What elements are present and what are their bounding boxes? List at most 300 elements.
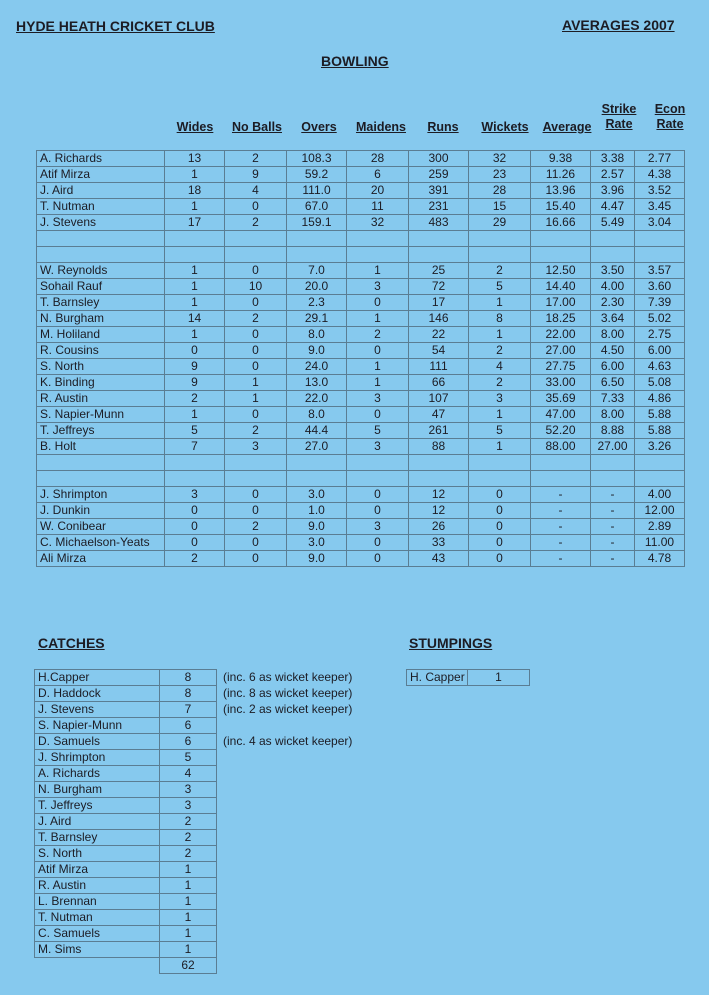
catches-row xyxy=(35,878,217,894)
catch-count: 5 xyxy=(160,750,217,766)
maidens: 3 xyxy=(347,439,409,455)
no-balls: 0 xyxy=(225,503,287,519)
catch-count: 6 xyxy=(160,718,217,734)
strike-rate: - xyxy=(591,535,635,551)
econ-rate: 2.77 xyxy=(635,151,685,167)
runs: 107 xyxy=(409,391,469,407)
wickets: 0 xyxy=(469,535,531,551)
empty-cell xyxy=(287,231,347,247)
average: 22.00 xyxy=(531,327,591,343)
empty-cell xyxy=(225,247,287,263)
no-balls: 0 xyxy=(225,199,287,215)
bowler-name: W. Conibear xyxy=(37,519,165,535)
empty-cell xyxy=(347,247,409,263)
empty-cell xyxy=(469,471,531,487)
runs: 111 xyxy=(409,359,469,375)
col-header-no-balls: No Balls xyxy=(231,120,282,134)
wickets: 4 xyxy=(469,359,531,375)
bowling-row xyxy=(37,439,685,455)
wickets: 2 xyxy=(469,263,531,279)
wides: 14 xyxy=(165,311,225,327)
empty-cell xyxy=(287,455,347,471)
bowler-name: C. Michaelson-Yeats xyxy=(37,535,165,551)
no-balls: 3 xyxy=(225,439,287,455)
empty-cell xyxy=(635,455,685,471)
bowler-name: J. Dunkin xyxy=(37,503,165,519)
no-balls: 2 xyxy=(225,151,287,167)
average: 16.66 xyxy=(531,215,591,231)
catches-total: 62 xyxy=(160,958,217,974)
bowling-row xyxy=(37,279,685,295)
fielder-name: J. Aird xyxy=(35,814,160,830)
overs: 1.0 xyxy=(287,503,347,519)
bowler-name: J. Aird xyxy=(37,183,165,199)
catches-row xyxy=(35,670,217,686)
average: - xyxy=(531,535,591,551)
no-balls: 0 xyxy=(225,327,287,343)
wickets: 2 xyxy=(469,375,531,391)
runs: 259 xyxy=(409,167,469,183)
overs: 22.0 xyxy=(287,391,347,407)
average: 9.38 xyxy=(531,151,591,167)
maidens: 11 xyxy=(347,199,409,215)
catch-count: 1 xyxy=(160,862,217,878)
col-header-econ-line1: Econ xyxy=(654,102,686,116)
fielder-name: T. Jeffreys xyxy=(35,798,160,814)
wickets: 29 xyxy=(469,215,531,231)
empty-cell xyxy=(165,471,225,487)
stumpings-table xyxy=(406,669,530,686)
bowler-name: Ali Mirza xyxy=(37,551,165,567)
wides: 1 xyxy=(165,407,225,423)
average: 15.40 xyxy=(531,199,591,215)
econ-rate: 3.57 xyxy=(635,263,685,279)
strike-rate: 3.96 xyxy=(591,183,635,199)
catches-row xyxy=(35,894,217,910)
fielder-name: S. North xyxy=(35,846,160,862)
fielder-name: H.Capper xyxy=(35,670,160,686)
bowling-row xyxy=(37,151,685,167)
bowling-row xyxy=(37,375,685,391)
bowling-row xyxy=(37,343,685,359)
average: 27.00 xyxy=(531,343,591,359)
bowler-name: S. Napier-Munn xyxy=(37,407,165,423)
empty-cell xyxy=(165,455,225,471)
overs: 108.3 xyxy=(287,151,347,167)
maidens: 28 xyxy=(347,151,409,167)
runs: 17 xyxy=(409,295,469,311)
wides: 17 xyxy=(165,215,225,231)
runs: 66 xyxy=(409,375,469,391)
catch-count: 1 xyxy=(160,910,217,926)
fielder-name: J. Stevens xyxy=(35,702,160,718)
no-balls: 0 xyxy=(225,343,287,359)
empty-cell xyxy=(37,231,165,247)
fielder-name: M. Sims xyxy=(35,942,160,958)
season-title: AVERAGES 2007 xyxy=(562,17,675,33)
catch-count: 3 xyxy=(160,798,217,814)
empty-cell xyxy=(225,231,287,247)
econ-rate: 2.75 xyxy=(635,327,685,343)
fielder-name: T. Nutman xyxy=(35,910,160,926)
strike-rate: 2.57 xyxy=(591,167,635,183)
econ-rate: 4.00 xyxy=(635,487,685,503)
wickets: 1 xyxy=(469,327,531,343)
empty-cell xyxy=(347,231,409,247)
strike-rate: - xyxy=(591,487,635,503)
no-balls: 0 xyxy=(225,359,287,375)
maidens: 3 xyxy=(347,391,409,407)
overs: 13.0 xyxy=(287,375,347,391)
empty-cell xyxy=(469,455,531,471)
econ-rate: 3.52 xyxy=(635,183,685,199)
runs: 26 xyxy=(409,519,469,535)
strike-rate: - xyxy=(591,519,635,535)
no-balls: 2 xyxy=(225,423,287,439)
fielder-name: J. Shrimpton xyxy=(35,750,160,766)
wickets: 1 xyxy=(469,439,531,455)
no-balls: 0 xyxy=(225,263,287,279)
average: 88.00 xyxy=(531,439,591,455)
empty-cell xyxy=(409,247,469,263)
average: - xyxy=(531,551,591,567)
wides: 2 xyxy=(165,551,225,567)
average: 13.96 xyxy=(531,183,591,199)
overs: 27.0 xyxy=(287,439,347,455)
wickets: 8 xyxy=(469,311,531,327)
bowler-name: M. Holiland xyxy=(37,327,165,343)
overs: 7.0 xyxy=(287,263,347,279)
bowler-name: T. Nutman xyxy=(37,199,165,215)
wickets: 1 xyxy=(469,407,531,423)
wides: 0 xyxy=(165,503,225,519)
no-balls: 0 xyxy=(225,535,287,551)
overs: 8.0 xyxy=(287,327,347,343)
runs: 300 xyxy=(409,151,469,167)
runs: 43 xyxy=(409,551,469,567)
econ-rate: 4.86 xyxy=(635,391,685,407)
runs: 12 xyxy=(409,503,469,519)
bowling-table xyxy=(36,150,685,567)
empty-cell xyxy=(635,471,685,487)
strike-rate: 4.47 xyxy=(591,199,635,215)
bowler-name: N. Burgham xyxy=(37,311,165,327)
col-header-wickets: Wickets xyxy=(481,120,529,134)
overs: 59.2 xyxy=(287,167,347,183)
spacer-row xyxy=(37,231,685,247)
runs: 483 xyxy=(409,215,469,231)
catch-count: 4 xyxy=(160,766,217,782)
bowling-row xyxy=(37,199,685,215)
no-balls: 1 xyxy=(225,391,287,407)
wides: 5 xyxy=(165,423,225,439)
no-balls: 1 xyxy=(225,375,287,391)
econ-rate: 3.45 xyxy=(635,199,685,215)
wides: 1 xyxy=(165,199,225,215)
bowling-row xyxy=(37,295,685,311)
maidens: 0 xyxy=(347,503,409,519)
bowling-row xyxy=(37,327,685,343)
average: 18.25 xyxy=(531,311,591,327)
bowling-row xyxy=(37,487,685,503)
catches-row xyxy=(35,782,217,798)
bowler-name: R. Cousins xyxy=(37,343,165,359)
empty-cell xyxy=(409,455,469,471)
wickets: 23 xyxy=(469,167,531,183)
wides: 3 xyxy=(165,487,225,503)
bowling-title: BOWLING xyxy=(321,53,389,69)
overs: 3.0 xyxy=(287,535,347,551)
bowler-name: R. Austin xyxy=(37,391,165,407)
stumping-count: 1 xyxy=(468,670,530,686)
bowler-name: B. Holt xyxy=(37,439,165,455)
empty-cell xyxy=(591,455,635,471)
econ-rate: 3.26 xyxy=(635,439,685,455)
catches-row xyxy=(35,766,217,782)
wickets: 2 xyxy=(469,343,531,359)
overs: 159.1 xyxy=(287,215,347,231)
empty-cell xyxy=(531,231,591,247)
strike-rate: 3.38 xyxy=(591,151,635,167)
fielder-name: D. Haddock xyxy=(35,686,160,702)
catches-table xyxy=(34,669,217,974)
strike-rate: - xyxy=(591,551,635,567)
average: - xyxy=(531,519,591,535)
empty-cell xyxy=(165,231,225,247)
catch-count: 1 xyxy=(160,894,217,910)
maidens: 3 xyxy=(347,519,409,535)
empty-cell xyxy=(409,231,469,247)
no-balls: 0 xyxy=(225,487,287,503)
average: 12.50 xyxy=(531,263,591,279)
fielder-name: N. Burgham xyxy=(35,782,160,798)
runs: 88 xyxy=(409,439,469,455)
empty-cell xyxy=(531,247,591,263)
runs: 72 xyxy=(409,279,469,295)
col-header-strike-line1: Strike xyxy=(601,102,637,116)
catches-row xyxy=(35,814,217,830)
runs: 261 xyxy=(409,423,469,439)
spacer-row xyxy=(37,455,685,471)
fielder-name: C. Samuels xyxy=(35,926,160,942)
bowler-name: K. Binding xyxy=(37,375,165,391)
runs: 47 xyxy=(409,407,469,423)
average: 17.00 xyxy=(531,295,591,311)
maidens: 5 xyxy=(347,423,409,439)
maidens: 1 xyxy=(347,311,409,327)
bowling-row xyxy=(37,535,685,551)
wickets: 0 xyxy=(469,487,531,503)
wides: 9 xyxy=(165,375,225,391)
runs: 231 xyxy=(409,199,469,215)
bowling-row xyxy=(37,407,685,423)
average: 52.20 xyxy=(531,423,591,439)
wicket-keeper-note: (inc. 6 as wicket keeper) xyxy=(223,670,353,684)
bowler-name: J. Stevens xyxy=(37,215,165,231)
empty-cell xyxy=(347,455,409,471)
wides: 0 xyxy=(165,535,225,551)
col-header-wides: Wides xyxy=(176,120,214,134)
maidens: 1 xyxy=(347,263,409,279)
fielder-name: A. Richards xyxy=(35,766,160,782)
catches-row xyxy=(35,750,217,766)
maidens: 32 xyxy=(347,215,409,231)
strike-rate: 5.49 xyxy=(591,215,635,231)
col-header-maidens: Maidens xyxy=(355,120,406,134)
bowler-name: Atif Mirza xyxy=(37,167,165,183)
wickets: 0 xyxy=(469,551,531,567)
overs: 8.0 xyxy=(287,407,347,423)
bowling-row xyxy=(37,263,685,279)
catch-count: 1 xyxy=(160,878,217,894)
empty-cell xyxy=(409,471,469,487)
wides: 0 xyxy=(165,519,225,535)
no-balls: 2 xyxy=(225,311,287,327)
bowler-name: S. North xyxy=(37,359,165,375)
spacer-row xyxy=(37,247,685,263)
bowling-row xyxy=(37,391,685,407)
bowling-row xyxy=(37,423,685,439)
catches-row xyxy=(35,798,217,814)
wicket-keeper-note: (inc. 8 as wicket keeper) xyxy=(223,686,353,700)
catch-count: 6 xyxy=(160,734,217,750)
stumpings-title: STUMPINGS xyxy=(409,635,493,651)
empty-cell xyxy=(591,471,635,487)
empty-cell xyxy=(225,455,287,471)
overs: 20.0 xyxy=(287,279,347,295)
bowler-name: W. Reynolds xyxy=(37,263,165,279)
catches-row xyxy=(35,862,217,878)
strike-rate: 7.33 xyxy=(591,391,635,407)
bowling-row xyxy=(37,359,685,375)
wickets: 3 xyxy=(469,391,531,407)
spacer-row xyxy=(37,471,685,487)
empty-cell xyxy=(37,455,165,471)
strike-rate: 6.50 xyxy=(591,375,635,391)
econ-rate: 5.02 xyxy=(635,311,685,327)
keeper-name: H. Capper xyxy=(407,670,468,686)
average: - xyxy=(531,487,591,503)
wides: 2 xyxy=(165,391,225,407)
runs: 12 xyxy=(409,487,469,503)
strike-rate: 3.64 xyxy=(591,311,635,327)
empty-cell xyxy=(35,958,160,974)
average: 33.00 xyxy=(531,375,591,391)
catches-total-row xyxy=(35,958,217,974)
maidens: 20 xyxy=(347,183,409,199)
maidens: 1 xyxy=(347,375,409,391)
stumpings-row xyxy=(407,670,530,686)
wides: 1 xyxy=(165,279,225,295)
empty-cell xyxy=(287,471,347,487)
catch-count: 8 xyxy=(160,670,217,686)
no-balls: 0 xyxy=(225,295,287,311)
no-balls: 0 xyxy=(225,551,287,567)
average: 27.75 xyxy=(531,359,591,375)
wides: 1 xyxy=(165,295,225,311)
bowling-row xyxy=(37,183,685,199)
maidens: 0 xyxy=(347,295,409,311)
catch-count: 7 xyxy=(160,702,217,718)
col-header-strike-line2: Rate xyxy=(605,117,633,131)
econ-rate: 3.60 xyxy=(635,279,685,295)
econ-rate: 3.04 xyxy=(635,215,685,231)
strike-rate: 3.50 xyxy=(591,263,635,279)
wickets: 0 xyxy=(469,503,531,519)
maidens: 0 xyxy=(347,407,409,423)
overs: 3.0 xyxy=(287,487,347,503)
bowling-row xyxy=(37,519,685,535)
strike-rate: - xyxy=(591,503,635,519)
fielder-name: T. Barnsley xyxy=(35,830,160,846)
econ-rate: 4.38 xyxy=(635,167,685,183)
overs: 9.0 xyxy=(287,343,347,359)
econ-rate: 5.88 xyxy=(635,407,685,423)
maidens: 1 xyxy=(347,359,409,375)
catches-row xyxy=(35,846,217,862)
runs: 391 xyxy=(409,183,469,199)
wides: 1 xyxy=(165,167,225,183)
bowling-row xyxy=(37,167,685,183)
wicket-keeper-note: (inc. 2 as wicket keeper) xyxy=(223,702,353,716)
catches-row xyxy=(35,686,217,702)
strike-rate: 8.00 xyxy=(591,407,635,423)
average: - xyxy=(531,503,591,519)
strike-rate: 6.00 xyxy=(591,359,635,375)
catch-count: 1 xyxy=(160,926,217,942)
wickets: 1 xyxy=(469,295,531,311)
fielder-name: S. Napier-Munn xyxy=(35,718,160,734)
empty-cell xyxy=(37,471,165,487)
runs: 54 xyxy=(409,343,469,359)
no-balls: 9 xyxy=(225,167,287,183)
strike-rate: 27.00 xyxy=(591,439,635,455)
econ-rate: 6.00 xyxy=(635,343,685,359)
no-balls: 0 xyxy=(225,407,287,423)
wickets: 28 xyxy=(469,183,531,199)
overs: 24.0 xyxy=(287,359,347,375)
catch-count: 8 xyxy=(160,686,217,702)
empty-cell xyxy=(37,247,165,263)
runs: 146 xyxy=(409,311,469,327)
maidens: 2 xyxy=(347,327,409,343)
catch-count: 2 xyxy=(160,830,217,846)
col-header-average: Average xyxy=(542,120,592,134)
fielder-name: D. Samuels xyxy=(35,734,160,750)
col-header-strike-rate xyxy=(597,102,641,132)
overs: 44.4 xyxy=(287,423,347,439)
runs: 22 xyxy=(409,327,469,343)
catch-count: 3 xyxy=(160,782,217,798)
bowler-name: A. Richards xyxy=(37,151,165,167)
catches-row xyxy=(35,942,217,958)
empty-cell xyxy=(635,247,685,263)
fielder-name: L. Brennan xyxy=(35,894,160,910)
wickets: 5 xyxy=(469,279,531,295)
catch-count: 2 xyxy=(160,846,217,862)
runs: 33 xyxy=(409,535,469,551)
overs: 9.0 xyxy=(287,519,347,535)
econ-rate: 7.39 xyxy=(635,295,685,311)
econ-rate: 5.88 xyxy=(635,423,685,439)
catches-row xyxy=(35,718,217,734)
overs: 2.3 xyxy=(287,295,347,311)
bowler-name: J. Shrimpton xyxy=(37,487,165,503)
bowling-row xyxy=(37,503,685,519)
wides: 18 xyxy=(165,183,225,199)
club-title: HYDE HEATH CRICKET CLUB xyxy=(16,18,215,34)
average: 11.26 xyxy=(531,167,591,183)
